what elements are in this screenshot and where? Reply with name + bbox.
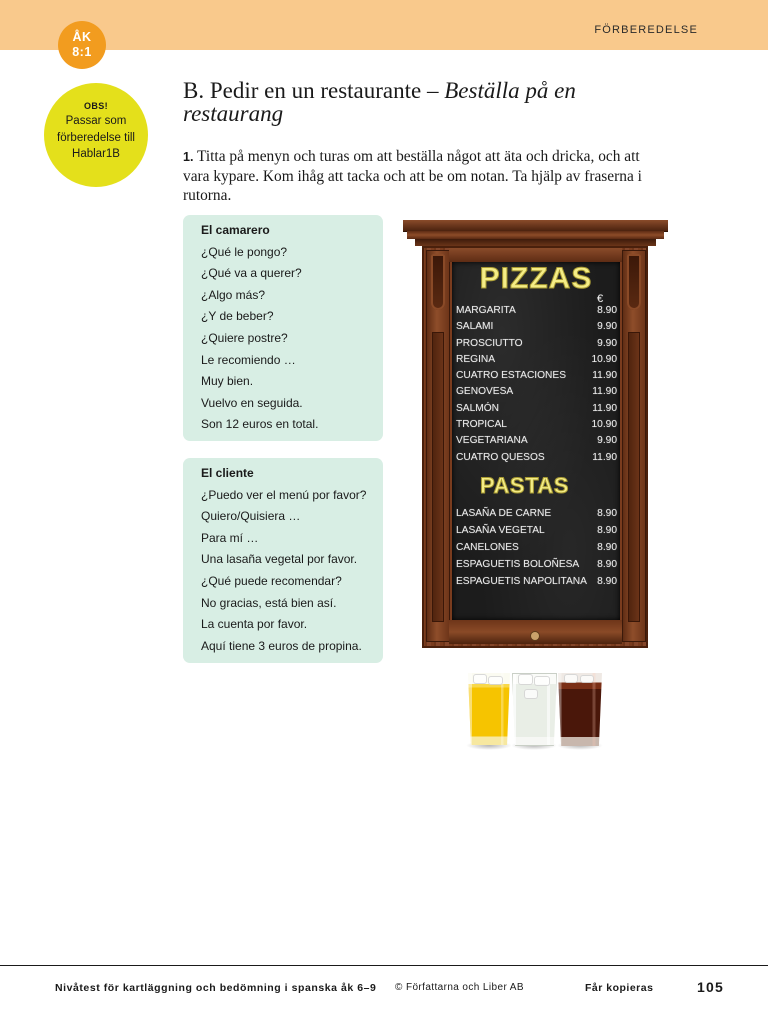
phrase: Muy bien. — [201, 374, 254, 389]
footer-permission: Får kopieras — [585, 982, 654, 994]
phrase: No gracias, está bien así. — [201, 595, 337, 610]
pillar-panel — [628, 332, 640, 622]
menu-item — [456, 450, 617, 466]
board-cornice-molding — [407, 231, 664, 239]
menu-item-price: 8.90 — [597, 525, 617, 536]
note-title: OBS! — [83, 101, 109, 112]
cola-glass — [558, 673, 602, 746]
menu-item — [456, 505, 617, 522]
menu-item — [456, 401, 617, 417]
note-circle — [44, 83, 148, 187]
pasta-list — [456, 505, 617, 590]
menu-item — [456, 352, 617, 368]
phrase: Quiero/Quisiera … — [201, 509, 301, 524]
menu-item-price: 8.90 — [597, 542, 617, 553]
phrase: Vuelvo en seguida. — [201, 395, 303, 410]
menu-item-name: SALAMI — [456, 321, 494, 333]
note-line: förberedelse till — [57, 131, 135, 144]
phrase: Una lasaña vegetal por favor. — [201, 552, 358, 567]
phrase: Aquí tiene 3 euros de propina. — [201, 638, 362, 653]
menu-item-price: 10.90 — [591, 353, 617, 365]
task-instructions — [183, 147, 657, 205]
phrase-box-heading: El camarero — [201, 223, 270, 237]
phrase: La cuenta por favor. — [201, 617, 308, 632]
lemonade-glass — [512, 673, 557, 746]
phrase: Para mí … — [201, 530, 259, 545]
menu-item — [456, 417, 617, 433]
footer-publication: Nivåtest för kartläggning och bedömning i spanska åk 6–9 — [55, 982, 377, 994]
pastas-heading: PASTAS — [480, 473, 569, 498]
note-line: Passar som — [65, 115, 127, 128]
ice-cube — [524, 689, 538, 699]
board-latch — [531, 632, 539, 640]
phrase: ¿Quiere postre? — [201, 330, 288, 345]
menu-board — [403, 220, 668, 648]
task-text: Titta på menyn och turas om att beställa något att äta och dricka, och att vara kypare. Kom ihåg att tacka och att be om notan. Ta hjälp av fraserna i rutorna. — [183, 148, 642, 204]
ice-cube — [534, 676, 550, 686]
menu-item — [456, 573, 617, 590]
menu-item-name: PROSCIUTTO — [456, 337, 523, 349]
menu-item — [456, 368, 617, 384]
orange-juice-glass — [468, 673, 510, 745]
menu-item-name: LASAÑA VEGETAL — [456, 525, 545, 536]
phrase: ¿Qué va a querer? — [201, 266, 302, 281]
board-cornice — [403, 220, 668, 231]
menu-item-name: VEGETARIANA — [456, 435, 528, 447]
menu-item-name: CUATRO QUESOS — [456, 451, 545, 463]
menu-item-name: ESPAGUETIS NAPOLITANA — [456, 576, 587, 587]
menu-item — [456, 319, 617, 335]
phrase: ¿Y de beber? — [201, 309, 274, 324]
menu-item-name: TROPICAL — [456, 419, 507, 431]
chalkboard — [452, 262, 620, 620]
menu-item — [456, 303, 617, 319]
menu-item-price: 8.90 — [597, 576, 617, 587]
menu-item-price: 9.90 — [597, 321, 617, 333]
footer-copyright: © Författarna och Liber AB — [395, 982, 524, 993]
level-badge — [58, 21, 106, 69]
menu-item-price: 10.90 — [591, 419, 617, 431]
pizza-list — [456, 303, 617, 466]
menu-item-price: 9.90 — [597, 435, 617, 447]
title-spanish: B. Pedir en un restaurante – — [183, 78, 445, 103]
ice-cube — [518, 674, 533, 685]
phrase: Son 12 euros en total. — [201, 417, 319, 432]
menu-item-name: CUATRO ESTACIONES — [456, 370, 566, 382]
phrase: ¿Puedo ver el menú por favor? — [201, 487, 367, 502]
phrase: ¿Algo más? — [201, 287, 266, 302]
waiter-phrases-box — [183, 215, 383, 441]
phrase-box-heading: El cliente — [201, 466, 254, 480]
section-label: FÖRBEREDELSE — [594, 24, 698, 36]
ice-cube — [488, 676, 503, 685]
pillar-panel — [432, 332, 444, 622]
menu-item-name: GENOVESA — [456, 386, 514, 398]
level-badge-line2: 8:1 — [72, 45, 92, 59]
menu-item — [456, 384, 617, 400]
menu-item-name: MARGARITA — [456, 305, 516, 316]
page-number: 105 — [697, 979, 724, 995]
pizzas-heading: PIZZAS — [479, 262, 593, 295]
footer-divider — [0, 965, 768, 966]
phrase: ¿Qué le pongo? — [201, 244, 288, 259]
board-top-rail — [449, 248, 622, 262]
title-swedish: Beställa på en restaurang — [183, 78, 576, 126]
menu-item-price: 8.90 — [597, 305, 617, 316]
menu-item-price: 11.90 — [592, 451, 617, 463]
menu-item-name: SALMÓN — [456, 402, 500, 414]
menu-item — [456, 522, 617, 539]
menu-item-name: LASAÑA DE CARNE — [456, 508, 552, 519]
menu-item-price: 9.90 — [597, 337, 617, 349]
menu-item — [456, 556, 617, 573]
pillar-ornament — [627, 254, 641, 310]
menu-item-price: 11.90 — [592, 386, 617, 398]
menu-item-price: 8.90 — [597, 559, 617, 570]
board-cornice-base — [415, 239, 656, 246]
ice-cube — [473, 674, 487, 684]
customer-phrases-box — [183, 458, 383, 663]
page-title — [183, 79, 613, 125]
ice-cube — [564, 674, 578, 683]
menu-item-name: ESPAGUETIS BOLOÑESA — [456, 559, 580, 570]
menu-item-price: 11.90 — [592, 402, 617, 414]
menu-item-price: 11.90 — [592, 370, 617, 382]
drinks-illustration — [466, 671, 606, 755]
menu-item — [456, 539, 617, 556]
pillar-ornament — [431, 254, 445, 310]
menu-item — [456, 336, 617, 352]
phrase: ¿Qué puede recomendar? — [201, 573, 342, 588]
currency-symbol: € — [597, 293, 604, 305]
level-badge-line1: ÅK — [72, 30, 92, 44]
menu-item-name: REGINA — [456, 353, 496, 365]
phrase: Le recomiendo … — [201, 352, 296, 367]
ice-cube — [580, 675, 594, 683]
task-number: 1. — [183, 150, 194, 164]
menu-item-price: 8.90 — [597, 508, 617, 519]
menu-item — [456, 433, 617, 449]
menu-item-name: CANELONES — [456, 542, 519, 553]
note-line: Hablar1B — [72, 148, 120, 161]
